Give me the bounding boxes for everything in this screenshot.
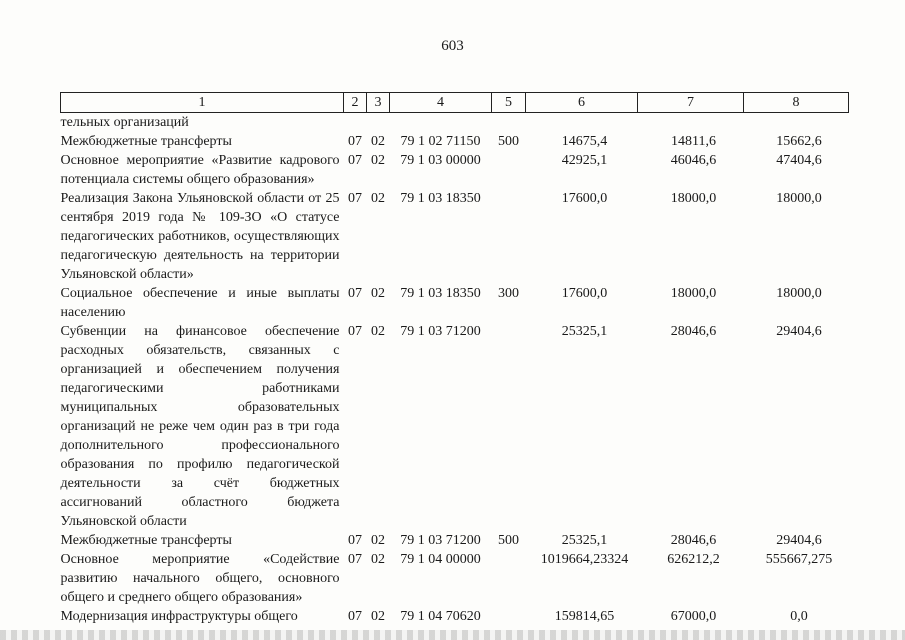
row-name-cell: Основное мероприятие «Развитие кадрового потенциала системы общего образования» — [60, 153, 340, 187]
table-row — [61, 550, 849, 607]
column-header: 4 — [390, 93, 492, 113]
row-value-cell — [638, 113, 744, 133]
row-value-cell: 79 1 04 00000 — [400, 552, 481, 567]
table-row — [61, 531, 849, 550]
row-value-cell: 14675,4 — [561, 134, 608, 149]
row-value-cell: 79 1 03 00000 — [400, 153, 481, 168]
row-value-cell: 29404,6 — [776, 533, 822, 548]
column-header: 1 — [61, 93, 344, 113]
row-value-cell: 18000,0 — [670, 191, 717, 206]
row-value-cell: 42925,1 — [561, 153, 608, 168]
table-body — [61, 113, 849, 627]
row-value-cell: 79 1 02 71150 — [400, 134, 481, 149]
row-value-cell: 07 — [348, 286, 362, 301]
row-value-cell: 79 1 03 71200 — [400, 324, 481, 339]
table-row — [61, 607, 849, 626]
row-name-cell: тельных организаций — [60, 115, 189, 130]
row-value-cell: 25325,1 — [561, 324, 608, 339]
row-value-cell: 79 1 03 18350 — [400, 191, 481, 206]
row-value-cell: 07 — [348, 324, 362, 339]
row-value-cell: 02 — [371, 609, 385, 624]
row-name-cell: Социальное обеспечение и иные выплаты населению — [60, 286, 340, 320]
row-value-cell: 07 — [348, 191, 362, 206]
row-value-cell: 25325,1 — [561, 533, 608, 548]
row-value-cell — [744, 113, 849, 133]
row-value-cell: 29404,6 — [776, 324, 822, 339]
table-header — [61, 93, 849, 113]
row-value-cell: 500 — [498, 533, 519, 548]
row-value-cell — [492, 550, 526, 607]
row-value-cell: 07 — [348, 153, 362, 168]
row-value-cell: 17600,0 — [561, 286, 608, 301]
row-value-cell — [492, 151, 526, 189]
row-value-cell — [492, 189, 526, 284]
row-value-cell: 02 — [371, 324, 385, 339]
row-value-cell: 500 — [498, 134, 519, 149]
row-value-cell — [492, 322, 526, 531]
row-name-cell: Реализация Закона Ульяновской области от 25 сентября 2019 года № 109-ЗО «О статусе педагогических работников, осуществляющих педагогическую деятельность на территории Ульяновской области» — [60, 191, 340, 282]
table-row — [61, 132, 849, 151]
row-value-cell: 28046,6 — [670, 324, 717, 339]
row-value-cell: 02 — [371, 533, 385, 548]
budget-table — [60, 92, 849, 626]
row-value-cell: 1019664,23324 — [540, 552, 629, 567]
row-value-cell: 79 1 03 18350 — [400, 286, 481, 301]
column-header: 6 — [526, 93, 638, 113]
row-value-cell: 02 — [371, 191, 385, 206]
row-value-cell — [526, 113, 638, 133]
row-value-cell: 14811,6 — [671, 134, 716, 149]
row-value-cell — [367, 113, 390, 133]
row-value-cell: 18000,0 — [776, 286, 822, 301]
row-name-cell: Субвенции на финансовое обеспечение расходных обязательств, связанных с организацией и обеспечением получения педагогическими работниками муниципальных образовательных организаций не реже чем один раз в три года дополнительного профессионального образования по профилю педагогической деятельности за счёт бюджетных ассигнований областного бюджета Ульяновской области — [60, 324, 340, 529]
table-row — [61, 189, 849, 284]
row-value-cell: 79 1 04 70620 — [400, 609, 481, 624]
row-value-cell — [492, 607, 526, 626]
row-value-cell: 15662,6 — [776, 134, 822, 149]
row-name-cell: Межбюджетные трансферты — [60, 533, 232, 548]
row-value-cell: 07 — [348, 609, 362, 624]
row-value-cell: 02 — [371, 134, 385, 149]
row-value-cell: 0,0 — [790, 609, 808, 624]
row-value-cell: 07 — [348, 552, 362, 567]
row-value-cell: 626212,2 — [667, 552, 720, 567]
row-name-cell: Модернизация инфраструктуры общего — [60, 609, 298, 624]
row-name-cell: Межбюджетные трансферты — [60, 134, 232, 149]
table-row — [61, 113, 849, 133]
row-value-cell: 02 — [371, 286, 385, 301]
row-value-cell: 159814,65 — [554, 609, 615, 624]
row-value-cell: 07 — [348, 533, 362, 548]
row-value-cell: 18000,0 — [776, 191, 822, 206]
column-header: 2 — [344, 93, 367, 113]
row-value-cell: 46046,6 — [670, 153, 717, 168]
row-value-cell: 67000,0 — [670, 609, 717, 624]
row-value-cell: 17600,0 — [561, 191, 608, 206]
table-row — [61, 284, 849, 322]
scan-edge — [0, 630, 905, 640]
table-row — [61, 322, 849, 531]
row-name-cell: Основное мероприятие «Содействие развитию начального общего, основного общего и среднего общего образования» — [60, 552, 340, 605]
row-value-cell: 18000,0 — [670, 286, 717, 301]
row-value-cell — [344, 113, 367, 133]
column-header: 3 — [367, 93, 390, 113]
row-value-cell — [492, 113, 526, 133]
column-header: 5 — [492, 93, 526, 113]
row-value-cell: 555667,275 — [765, 552, 833, 567]
row-value-cell — [390, 113, 492, 133]
row-value-cell: 79 1 03 71200 — [400, 533, 481, 548]
row-value-cell: 300 — [498, 286, 519, 301]
header-row — [61, 93, 849, 113]
page-number: 603 — [441, 38, 464, 54]
column-header: 8 — [744, 93, 849, 113]
row-value-cell: 47404,6 — [776, 153, 822, 168]
column-header: 7 — [638, 93, 744, 113]
row-value-cell: 28046,6 — [670, 533, 717, 548]
table-row — [61, 151, 849, 189]
row-value-cell: 02 — [371, 153, 385, 168]
row-value-cell: 02 — [371, 552, 385, 567]
row-value-cell: 07 — [348, 134, 362, 149]
